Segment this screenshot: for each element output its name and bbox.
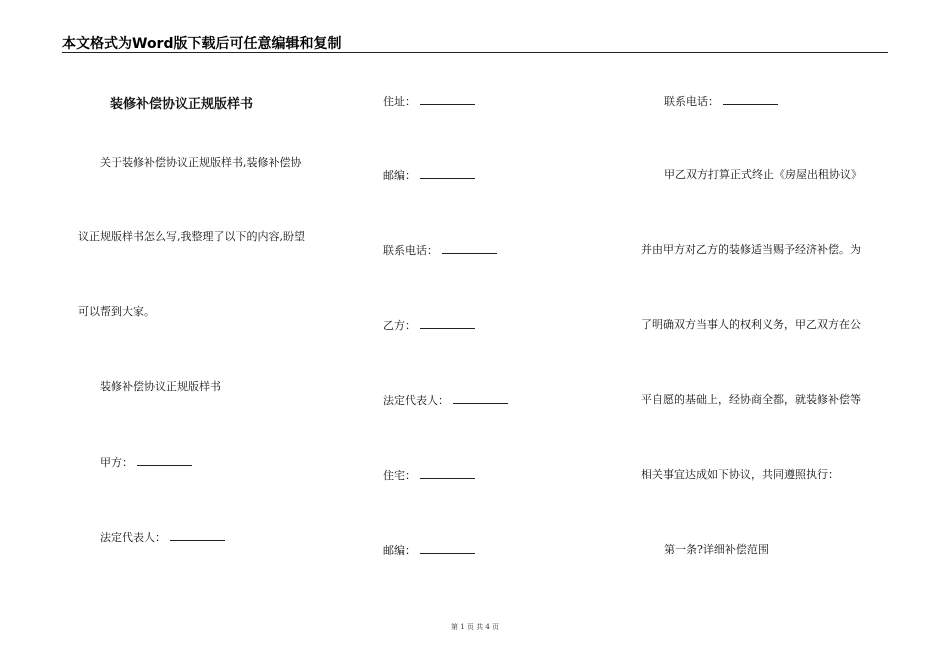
phone-a-label: 联系电话：	[383, 244, 438, 257]
subtitle: 装修补偿协议正规版样书	[100, 380, 221, 393]
address-label: 住址：	[383, 95, 416, 108]
intro-line-1: 关于装修补偿协议正规版样书,装修补偿协	[100, 156, 302, 169]
phone-b-field	[664, 94, 778, 109]
phone-a-blank	[442, 243, 497, 254]
residence-blank	[420, 468, 475, 479]
legal-rep-a-field	[100, 530, 225, 545]
phone-b-label: 联系电话：	[664, 95, 719, 108]
postcode-b-field	[383, 543, 475, 558]
intro-line-2: 议正规版样书怎么写,我整理了以下的内容,盼望	[78, 230, 305, 243]
postcode-a-field	[383, 168, 475, 183]
party-a-blank	[137, 455, 192, 466]
header-divider	[62, 52, 888, 53]
residence-label: 住宅：	[383, 469, 416, 482]
body-line-2: 并由甲方对乙方的装修适当赐予经济补偿。为	[641, 243, 861, 256]
body-line-4: 平自愿的基础上，经协商全都，就装修补偿等	[641, 393, 861, 406]
residence-field	[383, 468, 475, 483]
document-header-title: 本文格式为Word版下载后可任意编辑和复制	[62, 36, 342, 52]
address-blank	[420, 94, 475, 105]
body-line-3: 了明确双方当事人的权利义务，甲乙双方在公	[641, 318, 861, 331]
page-number: 第 1 页 共 4 页	[450, 623, 500, 631]
phone-a-field	[383, 243, 497, 258]
party-b-blank	[420, 318, 475, 329]
legal-rep-b-blank	[453, 393, 508, 404]
postcode-a-label: 邮编：	[383, 169, 416, 182]
body-line-5: 相关事宜达成如下协议，共同遵照执行：	[641, 468, 839, 481]
address-field	[383, 94, 475, 109]
postcode-b-blank	[420, 543, 475, 554]
legal-rep-b-label: 法定代表人：	[383, 394, 449, 407]
legal-rep-a-blank	[170, 530, 225, 541]
party-b-label: 乙方：	[383, 319, 416, 332]
phone-b-blank	[723, 94, 778, 105]
legal-rep-a-label: 法定代表人：	[100, 531, 166, 544]
party-a-label: 甲方：	[100, 456, 133, 469]
intro-line-3: 可以帮到大家。	[78, 305, 155, 318]
document-title: 装修补偿协议正规版样书	[110, 97, 254, 112]
party-a-field	[100, 455, 192, 470]
body-line-1: 甲乙双方打算正式终止《房屋出租协议》	[664, 168, 862, 181]
postcode-a-blank	[420, 168, 475, 179]
party-b-field	[383, 318, 475, 333]
legal-rep-b-field	[383, 393, 508, 408]
postcode-b-label: 邮编：	[383, 544, 416, 557]
article-1-heading: 第一条?详细补偿范围	[664, 543, 769, 556]
